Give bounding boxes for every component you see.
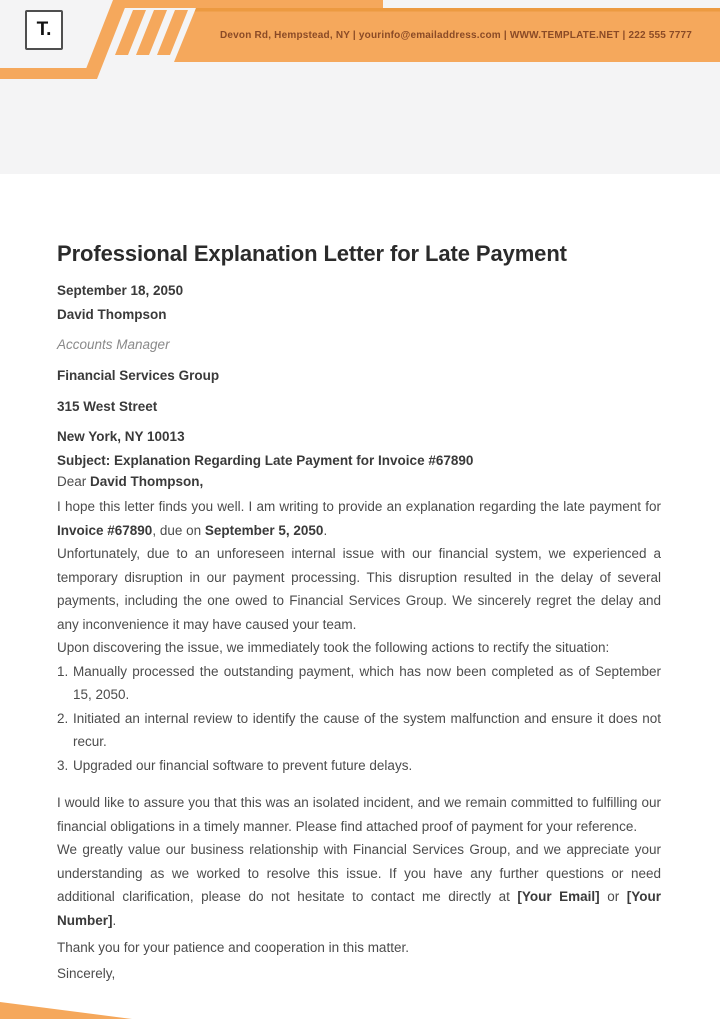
top-strip — [117, 0, 383, 8]
contact-text: Devon Rd, Hempstead, NY | yourinfo@emailaddress.com | WWW.TEMPLATE.NET | 222 555 7777 — [219, 29, 693, 41]
diagonal-band — [82, 0, 128, 79]
list-number-1: 1. — [57, 663, 69, 679]
salutation: Dear David Thompson, — [57, 474, 204, 489]
recipient-city: New York, NY 10013 — [57, 429, 185, 444]
paragraph-value: We greatly value our business relationship with Financial Services Group, and we appreciate your understanding as we worked to resolve this issue. If you have any further questions or need additional clarification, please do not hesitate to contact me directly at [Your Email] or [Your Number]. — [57, 842, 661, 928]
date-line: September 18, 2050 — [57, 283, 184, 298]
list-item-2 — [57, 707, 661, 754]
list-text-3: Upgraded our financial software to prevent future delays. — [73, 757, 413, 773]
paragraph-explanation: Unfortunately, due to an unforeseen internal issue with our financial system, we experienced a temporary disruption in our payment processing. This disruption resulted in the delay of several payments, including the one owed to Financial Services Group. We sincerely regret the delay and any inconvenience it may have caused your team. — [57, 546, 661, 632]
bottom-left-strip — [0, 68, 97, 79]
page-title: Professional Explanation Letter for Late Payment — [57, 241, 567, 266]
contact-banner — [196, 9, 716, 61]
recipient-name: David Thompson — [57, 307, 167, 322]
paragraph-assurance: I would like to assure you that this was an isolated incident, and we remain committed to fulfilling our financial obligations in a timely manner. Please find attached proof of payment for your reference. — [57, 795, 661, 834]
signoff: Sincerely, — [57, 965, 116, 981]
footer-decoration — [0, 999, 720, 1019]
footer-wedge — [0, 1002, 132, 1019]
recipient-street: 315 West Street — [57, 399, 158, 414]
paragraph-actions-intro: Upon discovering the issue, we immediately took the following actions to rectify the situation: — [57, 640, 610, 655]
list-item-1 — [57, 660, 661, 707]
logo-text: T. — [36, 19, 52, 40]
paragraph-thanks: Thank you for your patience and cooperation in this matter. — [57, 940, 409, 955]
list-number-2: 2. — [57, 710, 69, 726]
logo-box — [25, 10, 63, 50]
list-text-1: Manually processed the outstanding payment, which has now been completed as of September 15, 2050. — [73, 663, 661, 702]
list-text-2: Initiated an internal review to identify the cause of the system malfunction and ensure it does not recur. — [73, 710, 661, 749]
subject-line: Subject: Explanation Regarding Late Payment for Invoice #67890 — [57, 453, 474, 468]
recipient-role: Accounts Manager — [57, 337, 170, 352]
letter-body — [57, 239, 661, 985]
list-number-3: 3. — [57, 757, 69, 773]
paragraph-intro: I hope this letter finds you well. I am writing to provide an explanation regarding the late payment for Invoice #67890, due on September 5, 2050. — [57, 499, 661, 538]
list-item-3 — [57, 754, 661, 778]
numbered-list — [57, 660, 661, 778]
recipient-company: Financial Services Group — [57, 368, 220, 383]
